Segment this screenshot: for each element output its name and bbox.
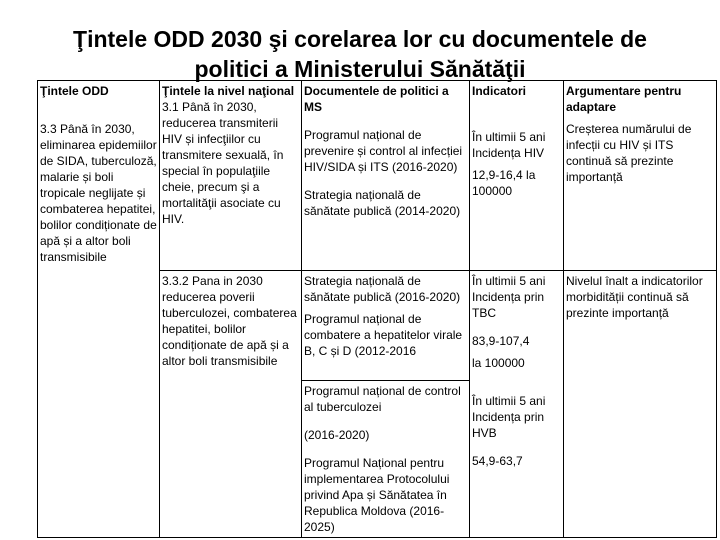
national-target-cell-2 bbox=[160, 271, 302, 538]
indicator-hiv-label: În ultimii 5 ani Incidența HIV bbox=[472, 130, 546, 160]
indicators-cell-2 bbox=[470, 271, 564, 538]
indicator-hvb-value: 54,9-63,7 bbox=[472, 454, 523, 468]
table-row bbox=[38, 81, 717, 271]
indicator-tbc-unit: la 100000 bbox=[472, 356, 525, 370]
indicator-tbc-value: 83,9-107,4 bbox=[472, 334, 530, 348]
header-odd-targets: Ţintele ODD bbox=[40, 84, 109, 98]
indicator-tbc-label: În ultimii 5 ani Incidența prin TBC bbox=[472, 274, 546, 320]
policy-doc-public-health-2016: Strategia națională de sănătate publică (2016-2020) bbox=[304, 274, 461, 304]
argument-cell-2 bbox=[564, 271, 717, 538]
title-line-1: Ţintele ODD 2030 şi corelarea lor cu documentele de bbox=[73, 26, 647, 52]
page-title bbox=[0, 24, 720, 84]
policy-doc-water-protocol: Programul Național pentru implementarea Protocolului privind Apa și Sănătatea în Republica Moldova (2016-2025) bbox=[304, 456, 450, 534]
policy-doc-public-health-2014: Strategia națională de sănătate publică (2014-2020) bbox=[304, 188, 461, 218]
national-target-text-1: 3.1 Până în 2030, reducerea transmiterii HIV și infecţiilor cu transmitere sexuală, în special în populaţiile cheie, precum şi a mortalităţii asociate cu HIV. bbox=[162, 100, 284, 226]
header-policy-docs: Documentele de politici a MS bbox=[304, 84, 449, 114]
policy-doc-tb-program: Programul național de control al tuberculozei bbox=[304, 384, 461, 414]
odd-target-cell bbox=[38, 81, 160, 538]
argument-tbc-text: Nivelul înalt a indicatorilor morbidității continuă să prezinte importanță bbox=[566, 274, 703, 320]
national-target-cell-1 bbox=[160, 81, 302, 271]
title-line-2: politici a Ministerului Sănătăţii bbox=[194, 56, 526, 82]
policy-docs-cell-3 bbox=[302, 381, 470, 538]
policy-docs-cell-2 bbox=[302, 271, 470, 381]
indicators-cell-1 bbox=[470, 81, 564, 271]
odd-targets-table bbox=[37, 80, 717, 538]
indicator-hiv-value: 12,9-16,4 la 100000 bbox=[472, 168, 536, 198]
header-indicators: Indicatori bbox=[472, 84, 527, 98]
argument-hiv-text: Creșterea numărului de infecții cu HIV și ITS continuă să prezinte importanță bbox=[566, 122, 692, 184]
indicator-hvb-label: În ultimii 5 ani Incidența prin HVB bbox=[472, 394, 546, 440]
argument-cell-1 bbox=[564, 81, 717, 271]
header-argument: Argumentare pentru adaptare bbox=[566, 84, 682, 114]
policy-doc-tb-years: (2016-2020) bbox=[304, 428, 370, 442]
policy-doc-hiv-program: Programul național de prevenire și control al infecției HIV/SIDA și ITS (2016-2020) bbox=[304, 128, 463, 174]
policy-docs-cell-1 bbox=[302, 81, 470, 271]
header-national-targets: Ţintele la nivel naţional bbox=[162, 84, 295, 98]
national-target-text-2: 3.3.2 Pana in 2030 reducerea poverii tuberculozei, combaterea hepatitei, bolilor condiționate de apă și a altor boli transmisibile bbox=[162, 274, 297, 368]
odd-target-text: 3.3 Până în 2030, eliminarea epidemiilor de SIDA, tuberculoză, malarie și boli tropicale neglijate și combaterea hepatitei, bolilor condiționate de apă și a altor boli transmisibile bbox=[40, 122, 157, 264]
policy-doc-hepatitis-program: Programul național de combatere a hepatitelor virale B, C și D (2012-2016 bbox=[304, 312, 463, 358]
